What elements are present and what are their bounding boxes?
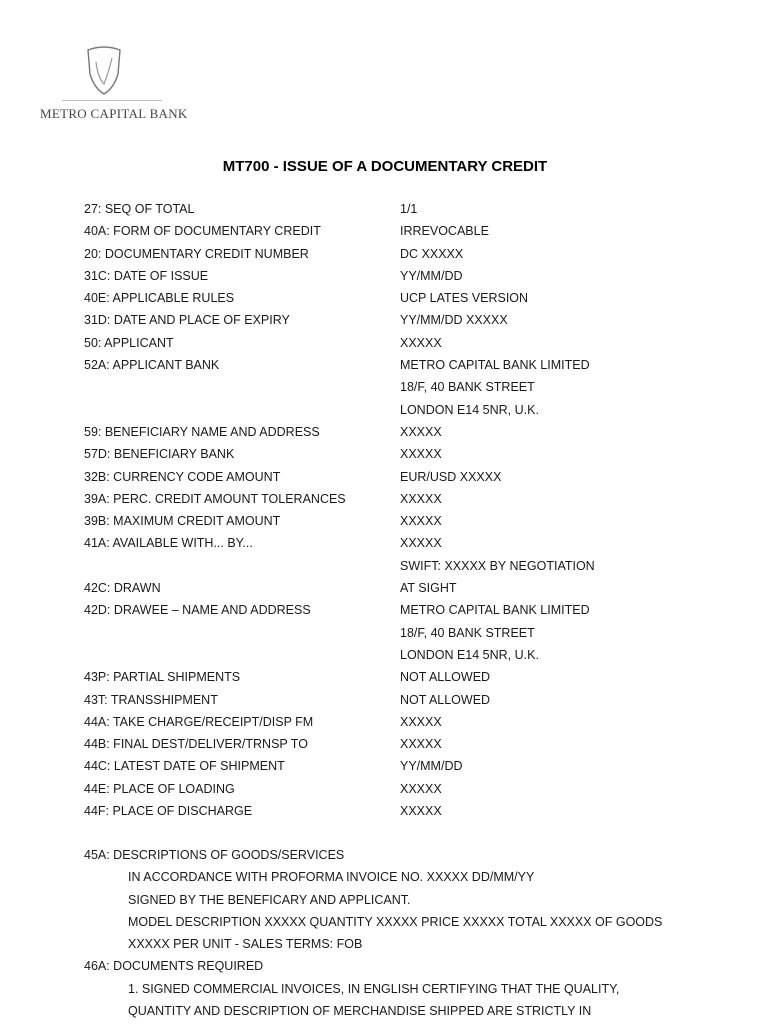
field-value: XXXXX <box>400 335 442 350</box>
field-value: METRO CAPITAL BANK LIMITED <box>400 358 590 373</box>
logo-divider <box>62 100 162 101</box>
field-row <box>84 488 744 510</box>
field-value: XXXXX <box>400 714 442 729</box>
field-value: XXXXX <box>400 491 442 506</box>
field-tag: 32B: CURRENCY CODE AMOUNT <box>84 469 281 484</box>
field-value: AT SIGHT <box>400 581 457 596</box>
field-row <box>84 399 744 421</box>
field-value: YY/MM/DD <box>400 268 463 283</box>
description-section <box>84 844 744 1022</box>
section-line: MODEL DESCRIPTION XXXXX QUANTITY XXXXX PRICE XXXXX TOTAL XXXXX OF GOODS <box>128 914 663 929</box>
field-tag: 42D: DRAWEE – NAME AND ADDRESS <box>84 603 311 618</box>
field-tag: 44B: FINAL DEST/DELIVER/TRNSP TO <box>84 737 308 752</box>
field-tag: 20: DOCUMENTARY CREDIT NUMBER <box>84 246 309 261</box>
section-heading: 46A: DOCUMENTS REQUIRED <box>84 959 264 974</box>
field-row <box>84 666 744 688</box>
field-value: YY/MM/DD <box>400 759 463 774</box>
field-tag: 40E: APPLICABLE RULES <box>84 291 235 306</box>
field-value: 1/1 <box>400 202 418 216</box>
field-tag: 50: APPLICANT <box>84 335 174 350</box>
section-line: QUANTITY AND DESCRIPTION OF MERCHANDISE SHIPPED ARE STRICTLY IN <box>128 1004 592 1019</box>
field-tag: 43T: TRANSSHIPMENT <box>84 692 218 707</box>
field-value: XXXXX <box>400 804 442 819</box>
field-tag: 40A: FORM OF DOCUMENTARY CREDIT <box>84 224 321 239</box>
section-line: SIGNED BY THE BENEFICARY AND APPLICANT. <box>128 892 411 907</box>
field-tag: 43P: PARTIAL SHIPMENTS <box>84 670 241 685</box>
field-value: LONDON E14 5NR, U.K. <box>400 647 539 662</box>
section-line: IN ACCORDANCE WITH PROFORMA INVOICE NO. XXXXX DD/MM/YY <box>128 870 535 885</box>
field-value: SWIFT: XXXXX BY NEGOTIATION <box>400 558 595 573</box>
shield-leaf-icon <box>84 44 124 96</box>
field-row <box>84 198 744 220</box>
field-row <box>84 466 744 488</box>
field-value: XXXXX <box>400 781 442 796</box>
field-value: LONDON E14 5NR, U.K. <box>400 402 539 417</box>
field-tag: 31C: DATE OF ISSUE <box>84 268 209 283</box>
field-tag: 52A: APPLICANT BANK <box>84 358 220 373</box>
field-row <box>84 220 744 242</box>
field-value: 18/F, 40 BANK STREET <box>400 380 535 395</box>
field-row <box>84 599 744 621</box>
document-title: MT700 - ISSUE OF A DOCUMENTARY CREDIT <box>222 158 548 175</box>
section-line: XXXXX PER UNIT - SALES TERMS: FOB <box>128 937 363 952</box>
field-value: DC XXXXX <box>400 246 464 261</box>
field-tag: 42C: DRAWN <box>84 581 161 596</box>
bank-name: METRO CAPITAL BANK <box>40 106 188 121</box>
field-tag: 44E: PLACE OF LOADING <box>84 781 235 796</box>
field-tag: 39A: PERC. CREDIT AMOUNT TOLERANCES <box>84 491 346 506</box>
field-tag: 41A: AVAILABLE WITH... BY... <box>84 536 253 551</box>
field-row <box>84 243 744 265</box>
field-row <box>84 265 744 287</box>
field-row <box>84 309 744 331</box>
field-row <box>84 510 744 532</box>
field-tag: 27: SEQ OF TOTAL <box>84 202 195 216</box>
field-row <box>84 577 744 599</box>
section-line: 1. SIGNED COMMERCIAL INVOICES, IN ENGLISH CERTIFYING THAT THE QUALITY, <box>128 981 620 996</box>
field-row <box>84 800 744 822</box>
field-value: METRO CAPITAL BANK LIMITED <box>400 603 590 618</box>
field-value: EUR/USD XXXXX <box>400 469 502 484</box>
field-value: NOT ALLOWED <box>400 670 491 685</box>
field-row <box>84 711 744 733</box>
field-row <box>84 376 744 398</box>
field-row <box>84 689 744 711</box>
field-row <box>84 443 744 465</box>
field-tag: 59: BENEFICIARY NAME AND ADDRESS <box>84 424 320 439</box>
field-value: XXXXX <box>400 424 442 439</box>
field-value: IRREVOCABLE <box>400 224 489 239</box>
field-tag: 39B: MAXIMUM CREDIT AMOUNT <box>84 514 281 529</box>
field-row <box>84 733 744 755</box>
section-heading: 45A: DESCRIPTIONS OF GOODS/SERVICES <box>84 848 345 862</box>
field-row <box>84 532 744 554</box>
field-value: XXXXX <box>400 514 442 529</box>
field-tag: 44A: TAKE CHARGE/RECEIPT/DISP FM <box>84 714 314 729</box>
field-value: XXXXX <box>400 536 442 551</box>
field-value: UCP LATES VERSION <box>400 291 529 306</box>
field-row <box>84 287 744 309</box>
field-value: XXXXX <box>400 737 442 752</box>
field-value: XXXXX <box>400 447 442 462</box>
field-value: 18/F, 40 BANK STREET <box>400 625 535 640</box>
field-row <box>84 622 744 644</box>
field-tag: 31D: DATE AND PLACE OF EXPIRY <box>84 313 290 328</box>
field-row <box>84 555 744 577</box>
field-row <box>84 755 744 777</box>
field-row <box>84 778 744 800</box>
field-tag: 44F: PLACE OF DISCHARGE <box>84 804 253 819</box>
field-list <box>84 198 744 822</box>
field-tag: 44C: LATEST DATE OF SHIPMENT <box>84 759 285 774</box>
field-row <box>84 644 744 666</box>
field-row <box>84 354 744 376</box>
bank-logo <box>40 44 188 124</box>
field-tag: 57D: BENEFICIARY BANK <box>84 447 235 462</box>
field-row <box>84 421 744 443</box>
field-value: YY/MM/DD XXXXX <box>400 313 508 328</box>
field-row <box>84 332 744 354</box>
field-value: NOT ALLOWED <box>400 692 491 707</box>
